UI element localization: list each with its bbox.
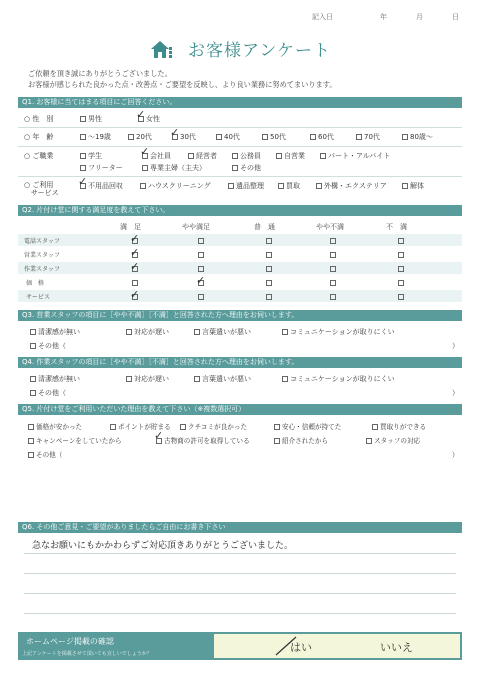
checkbox[interactable] [278,183,284,189]
checkbox[interactable] [142,165,148,171]
checkbox[interactable] [30,390,36,396]
job-label: ○ ご職業 [24,152,54,160]
rating-checkbox[interactable] [398,294,404,300]
job-option-student[interactable]: 学生 [80,151,102,161]
q4-option-slow[interactable]: 対応が遅い [126,374,169,384]
q5-option-campaign[interactable]: キャンペーンをしていたから [28,435,122,445]
row-sales-staff: 営業スタッフ [24,252,61,259]
checkbox[interactable] [274,424,280,430]
q3-option-language[interactable]: 言葉遣いが悪い [194,327,251,337]
checkbox[interactable] [126,329,132,335]
q4-heading: Q4. 作業スタッフの項目に［やや不満］［不満］と回答された方へ理由をお伺いします。 [18,357,462,368]
checkbox[interactable] [80,116,86,122]
comment-line [24,613,456,614]
gender-male-option[interactable]: 男性 [80,114,102,124]
check-mark-icon: ✓ [196,274,206,287]
footer-subtitle: 上記アンケートを掲載させて頂いても宜しいでしょうか？ [22,651,152,657]
checkbox[interactable] [80,165,86,171]
q4-close-paren: ） [452,389,459,397]
checkbox[interactable] [194,376,200,382]
col-unsatisfied: 不 満 [386,223,407,231]
q5-option-referral[interactable]: 紹介されたから [274,435,328,445]
month-label: 月 [416,13,423,21]
job-option-freeter[interactable]: フリーター [80,163,123,173]
rating-checkbox[interactable] [266,252,272,258]
rating-checkbox[interactable] [398,238,404,244]
rating-checkbox[interactable] [198,294,204,300]
checkbox[interactable] [30,376,36,382]
age-option-50s[interactable]: 50代 [262,132,286,142]
rating-checkbox[interactable] [266,238,272,244]
check-mark-icon: ✓ [140,145,150,158]
check-mark-icon: ✓ [130,260,140,273]
checkbox[interactable] [110,424,116,430]
rating-checkbox[interactable] [330,238,336,244]
check-mark-icon: ✓ [130,246,140,259]
intro-line-2: お客様が感じられた良かった点・改善点・ご要望を反映し、より良い業務に努めてまいります。 [28,80,337,89]
age-option-20s[interactable]: 20代 [128,132,152,142]
q1-heading: Q1. お客様に当てはまる項目にご回答ください。 [18,97,462,108]
checkbox[interactable] [126,376,132,382]
check-mark-icon: ✓ [130,232,140,245]
day-label: 日 [452,13,459,21]
page-title: お客様アンケート [188,41,332,61]
q3-option-other[interactable]: その他（ [30,341,66,351]
check-mark-icon: ✓ [130,288,140,301]
age-option-19[interactable]: 〜19歳 [80,132,111,142]
q5-close-paren: ） [452,451,459,459]
title-block [12,36,468,63]
q5-option-buyback[interactable]: 買取りができる [372,421,426,431]
divider [18,146,462,147]
comment-line [24,593,456,594]
checkbox[interactable] [372,424,378,430]
service-option-junk[interactable]: 不用品回収 [80,181,123,191]
checkbox[interactable] [30,329,36,335]
age-label: ○ 年 齢 [24,133,54,141]
row-price: 価 格 [26,280,45,287]
service-option-demolition[interactable]: 解体 [402,181,424,191]
gender-label: ○ 性 別 [24,115,54,123]
col-somewhat-unsatisfied: やや不満 [316,223,344,231]
checkbox[interactable] [320,153,326,159]
q3-option-communication[interactable]: コミュニケーションが取りにくい [282,327,395,337]
row-work-staff: 作業スタッフ [24,266,61,273]
service-option-estate[interactable]: 遺品整理 [228,181,264,191]
checkbox[interactable] [402,134,408,140]
row-phone-staff: 電話スタッフ [24,238,61,245]
service-option-buyback[interactable]: 買取 [278,181,300,191]
age-option-70s[interactable]: 70代 [356,132,380,142]
rating-checkbox[interactable] [198,238,204,244]
checkbox[interactable] [216,134,222,140]
checkbox[interactable] [80,134,86,140]
survey-sheet [12,6,468,666]
job-option-employee[interactable]: 会社員 [142,151,171,161]
q5-heading: Q5. 片付け堂をご利用いただいた理由を教えて下さい（※複数選択可） [18,404,462,415]
checkbox[interactable] [180,424,186,430]
col-satisfied: 満 足 [120,223,141,231]
row-stripe [18,262,462,274]
rating-checkbox[interactable] [266,280,272,286]
checkbox[interactable] [194,329,200,335]
rating-checkbox[interactable] [330,266,336,272]
gender-female-option[interactable]: 女性 [138,114,160,124]
checkbox[interactable] [30,343,36,349]
rating-checkbox[interactable] [398,266,404,272]
checkbox[interactable] [262,134,268,140]
q4-option-other[interactable]: その他（ [30,388,66,398]
job-option-homemaker[interactable]: 専業主婦（主夫） [142,163,206,173]
rating-checkbox[interactable] [266,266,272,272]
checkbox[interactable] [402,183,408,189]
house-logo-icon [149,39,175,63]
checkbox[interactable] [316,183,322,189]
comment-line [24,553,456,554]
q3-close-paren: ） [452,342,459,350]
checkbox[interactable] [228,183,234,189]
check-slash-icon [274,635,304,657]
checkbox[interactable] [276,153,282,159]
checkbox[interactable] [366,438,372,444]
rating-checkbox[interactable] [198,252,204,258]
q5-option-other[interactable]: その他（ [28,449,62,459]
checkbox[interactable] [310,134,316,140]
publish-consent-footer [18,632,462,660]
checkbox[interactable] [232,153,238,159]
checkbox[interactable] [282,329,288,335]
row-stripe [18,234,462,246]
age-option-40s[interactable]: 40代 [216,132,240,142]
checkbox[interactable] [28,452,34,458]
q2-heading: Q2. 片付け堂に関する満足度を教えて下さい。 [18,205,462,216]
intro-text [28,68,337,90]
check-mark-icon: ✓ [154,429,164,442]
rating-checkbox[interactable] [198,266,204,272]
job-option-other[interactable]: その他 [232,163,261,173]
q6-heading: Q6. その他ご意見・ご要望がありましたらご自由にお書き下さい [18,522,462,533]
age-option-30s[interactable]: 30代 [172,132,196,142]
row-stripe [18,290,462,302]
checkbox[interactable] [232,165,238,171]
q5-option-trust[interactable]: 安心・信頼が持てた [274,421,341,431]
job-option-civil-servant[interactable]: 公務員 [232,151,261,161]
check-mark-icon: ✓ [170,126,180,139]
q5-option-staff[interactable]: スタッフの対応 [366,435,420,445]
checkbox[interactable] [140,183,146,189]
q3-heading: Q3. 営業スタッフの項目に［やや不満］［不満］と回答された方へ理由をお伺いします。 [18,310,462,321]
q3-option-slow[interactable]: 対応が遅い [126,327,169,337]
checkbox[interactable] [80,153,86,159]
job-option-executive[interactable]: 経営者 [188,151,217,161]
handwritten-comment: 急なお願いにもかかわらずご対応頂きありがとうございました。 [32,541,294,551]
checkbox[interactable] [28,438,34,444]
checkbox[interactable] [356,134,362,140]
rating-checkbox[interactable] [398,252,404,258]
age-option-80[interactable]: 80歳〜 [402,132,433,142]
rating-checkbox[interactable] [398,280,404,286]
q3-option-cleanliness[interactable]: 清潔感が無い [30,327,80,337]
year-label: 年 [380,13,387,21]
comment-line [24,573,456,574]
checkbox[interactable] [274,438,280,444]
q4-option-language[interactable]: 言葉遣いが悪い [194,374,251,384]
q5-option-cheap[interactable]: 価格が安かった [28,421,82,431]
checkbox[interactable] [282,376,288,382]
consent-no[interactable]: いいえ [380,641,413,654]
divider [18,127,462,128]
checkbox[interactable] [28,424,34,430]
job-option-part-time[interactable]: パート・アルバイト [320,151,390,161]
q5-option-reviews[interactable]: クチコミが良かった [180,421,247,431]
footer-title: ホームページ掲載の確認 [26,637,114,646]
age-option-60s[interactable]: 60代 [310,132,334,142]
col-neutral: 普 通 [254,223,275,231]
rating-checkbox[interactable] [266,294,272,300]
check-mark-icon: ✓ [78,175,88,188]
rating-checkbox[interactable] [330,252,336,258]
consent-yes[interactable]: はい [290,641,312,654]
q5-option-license[interactable]: 古物商の許可を取得している [156,435,250,445]
q4-option-cleanliness[interactable]: 清潔感が無い [30,374,80,384]
service-option-exterior[interactable]: 外構・エクステリア [316,181,387,191]
rating-checkbox[interactable] [330,294,336,300]
rating-checkbox[interactable] [132,280,138,286]
consent-answer-box [214,634,460,658]
q5-option-points[interactable]: ポイントが貯まる [110,421,171,431]
row-service: サービス [26,294,51,301]
job-option-self-employed[interactable]: 自営業 [276,151,305,161]
check-mark-icon: ✓ [136,108,146,121]
service-label: ○ ご利用 サービス [24,181,59,197]
checkbox[interactable] [128,134,134,140]
checkbox[interactable] [188,153,194,159]
rating-checkbox[interactable] [330,280,336,286]
q4-option-communication[interactable]: コミュニケーションが取りにくい [282,374,395,384]
col-somewhat-satisfied: やや満足 [182,223,210,231]
intro-line-1: ご依頼を頂き誠にありがとうございました。 [28,69,172,78]
date-label: 記入日 [312,13,333,21]
service-option-cleaning[interactable]: ハウスクリーニング [140,181,211,191]
